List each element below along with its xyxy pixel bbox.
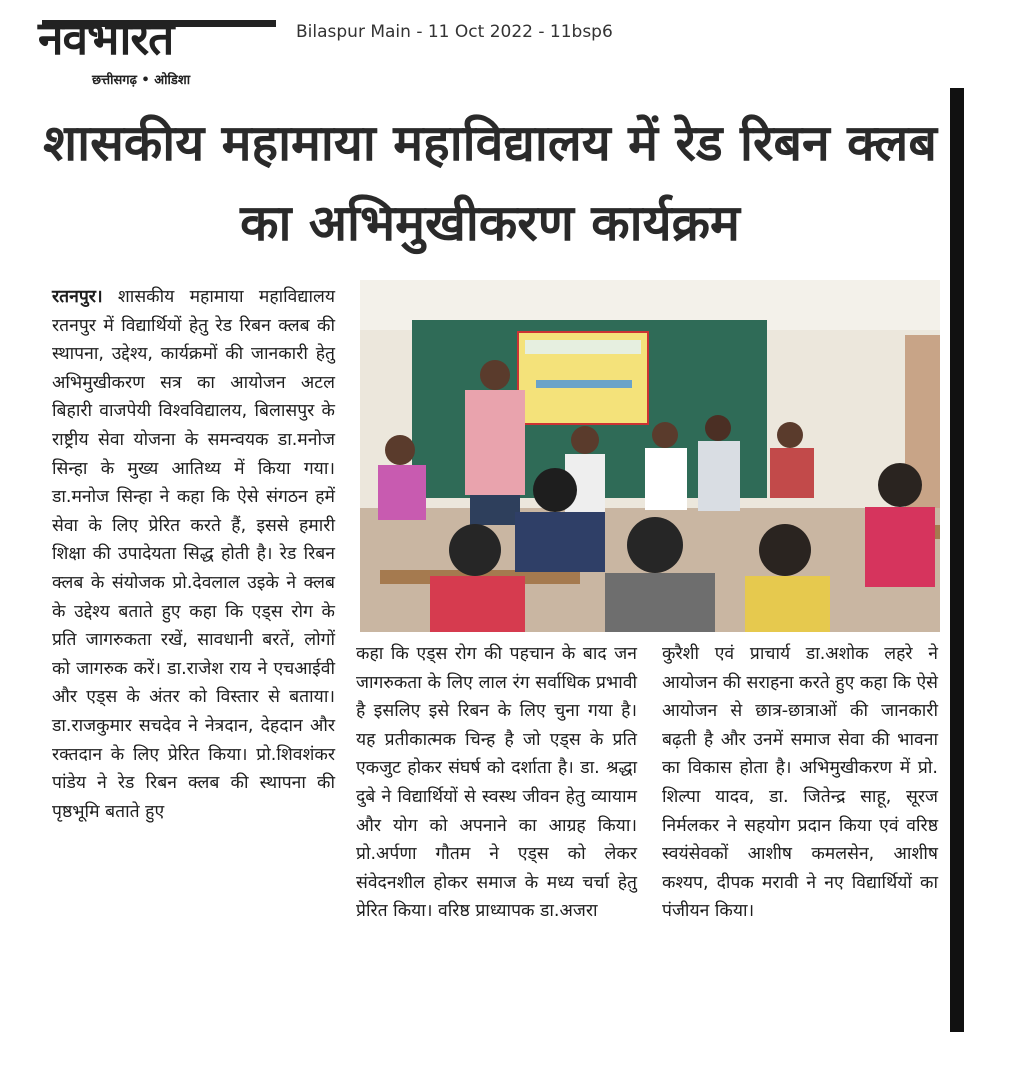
edition-info: Bilaspur Main - 11 Oct 2022 - 11bsp6 bbox=[296, 22, 613, 42]
logo-regions: छत्तीसगढ़ • ओडिशा bbox=[92, 73, 191, 88]
newspaper-masthead bbox=[38, 10, 280, 86]
article-column-1-text: शासकीय महामाया महाविद्यालय रतनपुर में विद्यार्थियों हेतु रेड रिबन क्लब की स्थापना, उद्देश्य, कार्यक्रमों की जानकारी हेतु अभिमुखीकरण सत्र का आयोजन अटल बिहारी वाजपेयी विश्वविद्यालय, बिलासपुर के राष्ट्रीय सेवा योजना के समन्वयक डा.मनोज सिन्हा के मुख्य आतिथ्य में किया गया। डा.मनोज सिन्हा ने कहा कि ऐसे संगठन हमें सेवा के लिए प्रेरित करते हैं, इससे हमारी शिक्षा की उपादेयता सिद्ध होती है। रेड रिबन क्लब के संयोजक प्रो.देवलाल उइके ने क्लब के उद्देश्य बताते हुए कहा कि एड्स रोग के प्रति जागरुकता रखें, सावधानी बरतें, लोगों को जागरुक करें। डा.राजेश राय ने एचआईवी और एड्स के अंतर को विस्तार से बताया। डा.राजकुमार सचदेव ने नेत्रदान, देहदान और रक्तदान के लिए प्रेरित किया। प्रो.शिवशंकर पांडेय ने रेड रिबन क्लब की स्थापना की पृष्ठभूमि बताते हुए bbox=[52, 287, 335, 822]
event-photo bbox=[360, 280, 940, 632]
article-column-2: कहा कि एड्स रोग की पहचान के बाद जन जागरुकता के लिए लाल रंग सर्वाधिक प्रभावी है इसलिए इसे रिबन के लिए चुना गया है। यह प्रतीकात्मक चिन्ह है जो एड्स के प्रति एकजुट होकर संघर्ष को दर्शाता है। डा. श्रद्धा दुबे ने विद्यार्थियों से स्वस्थ जीवन हेतु व्यायाम और योग को अपनाने का आग्रह किया। प्रो.अर्पणा गौतम ने एड्स को लेकर संवेदनशील होकर समाज के मध्य चर्चा हेतु प्रेरित किया। वरिष्ठ प्राध्यापक डा.अजरा bbox=[356, 644, 637, 922]
article-headline: शासकीय महामाया महाविद्यालय में रेड रिबन क्लब का अभिमुखीकरण कार्यक्रम bbox=[43, 114, 937, 252]
column-rule bbox=[950, 88, 964, 1032]
newspaper-logo: नवभारत bbox=[38, 11, 174, 65]
article-column-1 bbox=[52, 283, 335, 826]
article-column-3: कुरैशी एवं प्राचार्य डा.अशोक लहरे ने आयोजन की सराहना करते हुए कहा कि ऐसे आयोजन से छात्र-छात्राओं की जानकारी बढ़ती है और उनमें समाज सेवा की भावना का विकास होता है। अभिमुखीकरण में प्रो. शिल्पा यादव, डा. जितेन्द्र साहू, सूरज निर्मलकर ने सहयोग प्रदान किया एवं वरिष्ठ स्वयंसेवकों आशीष कमलसेन, आशीष कश्यप, दीपक मरावी ने नए विद्यार्थियों का पंजीयन किया। bbox=[662, 644, 938, 922]
article-dateline: रतनपुर। bbox=[52, 287, 103, 307]
